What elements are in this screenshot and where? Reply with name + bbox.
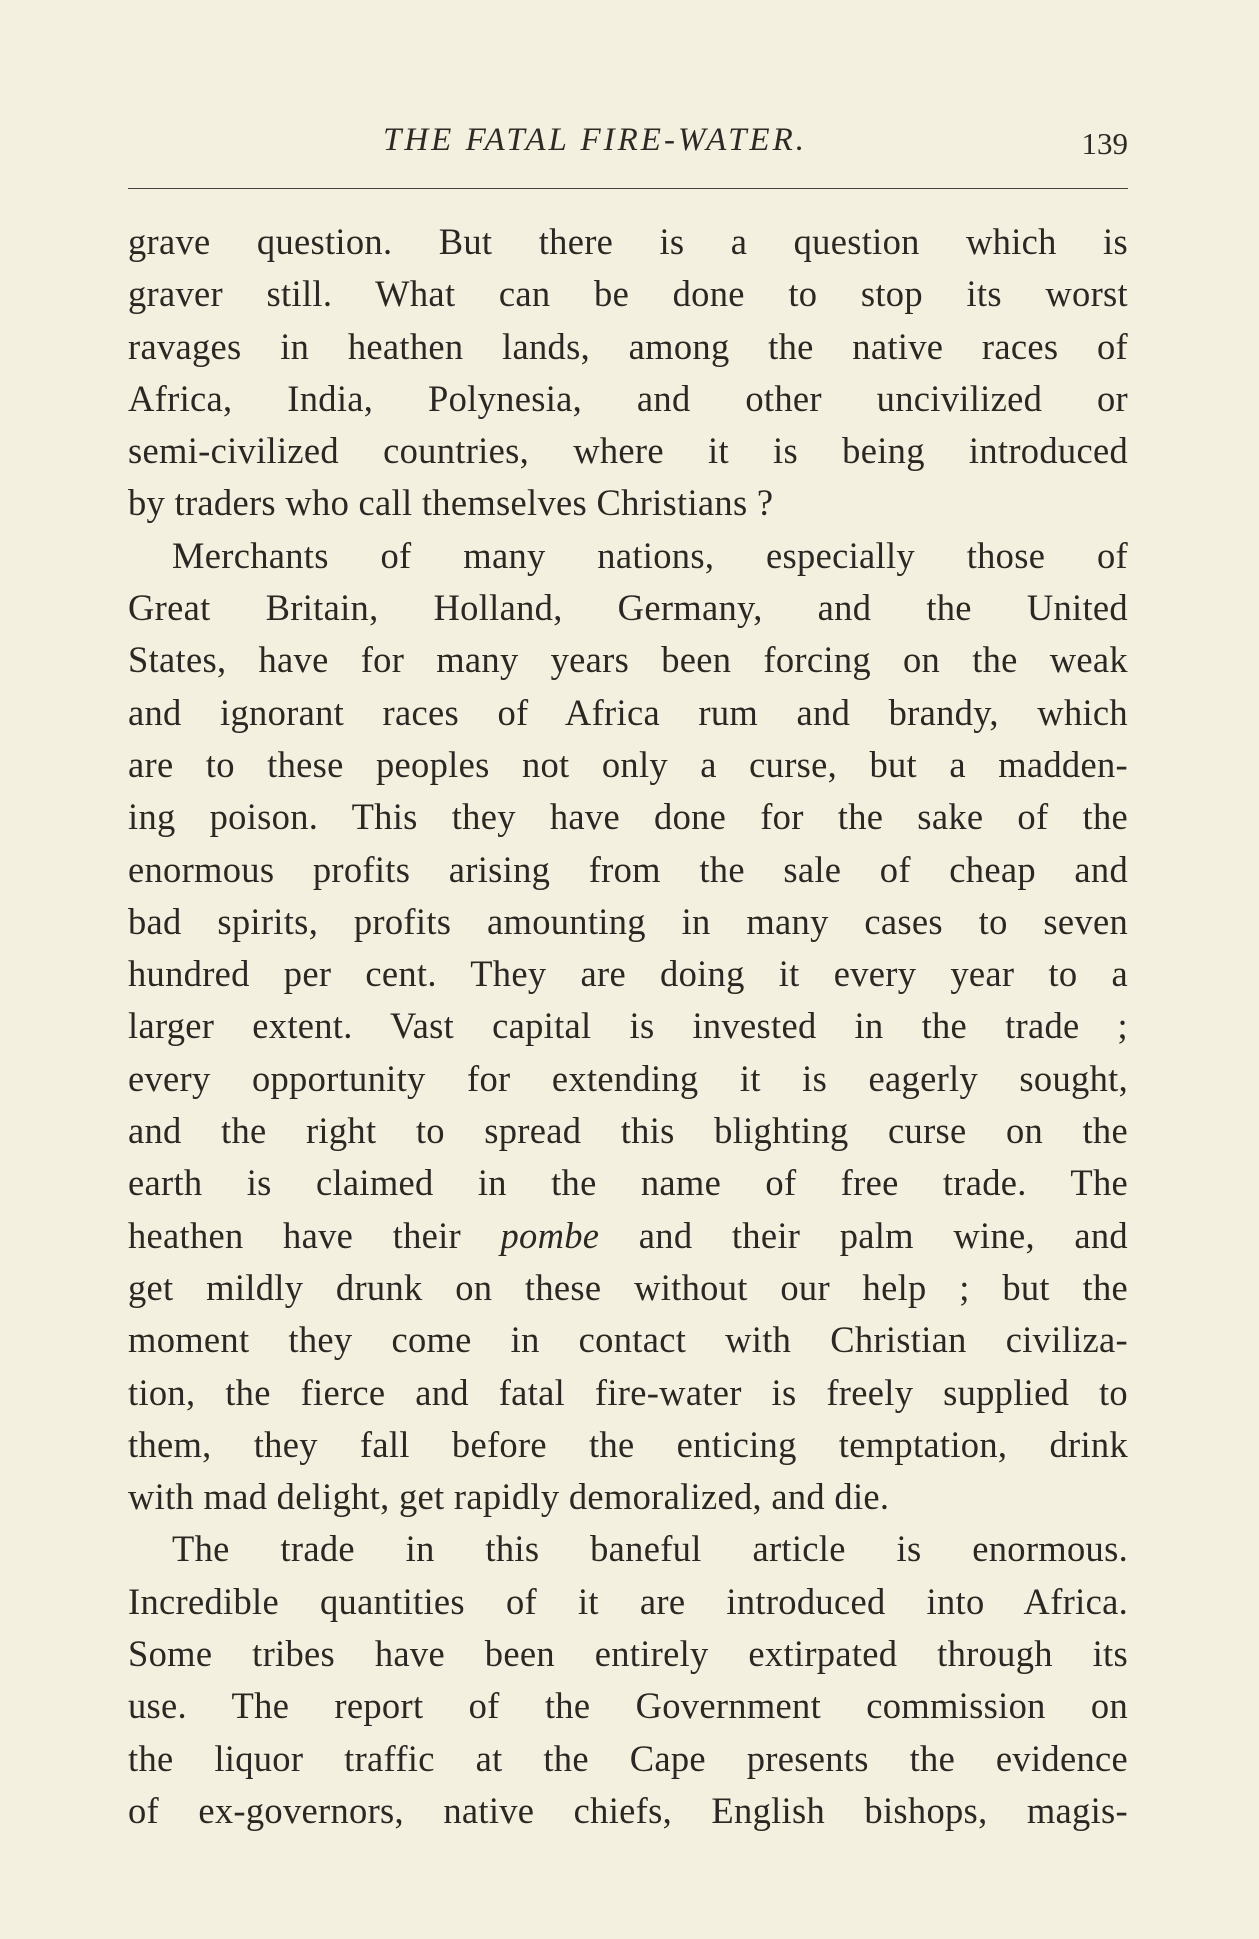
text-line: with mad delight, get rapidly demoralized, and die. — [128, 1476, 890, 1518]
text-line — [128, 1210, 1128, 1262]
text-line: the liquor traffic at the Cape presents the evidence — [128, 1737, 1128, 1779]
text-line: Great Britain, Holland, Germany, and the United — [128, 587, 1128, 629]
text-line: by traders who call themselves Christians ? — [128, 482, 774, 524]
text-line: of ex-governors, native chiefs, English bishops, magis- — [128, 1789, 1128, 1831]
text-line: them, they fall before the enticing temptation, drink — [128, 1423, 1128, 1465]
text-line: bad spirits, profits amounting in many cases to seven — [128, 900, 1128, 942]
text-segment: and their palm wine, and — [599, 1214, 1128, 1256]
body-text — [128, 216, 1128, 1837]
text-line: tion, the fierce and fatal fire-water is freely supplied to — [128, 1371, 1128, 1413]
text-line: use. The report of the Government commission on — [128, 1685, 1128, 1727]
text-line: ravages in heathen lands, among the native races of — [128, 325, 1128, 367]
text-line: enormous profits arising from the sale of cheap and — [128, 848, 1128, 890]
running-title: THE FATAL FIRE-WATER. — [383, 122, 807, 158]
text-line: Africa, India, Polynesia, and other uncivilized or — [128, 377, 1128, 419]
text-line: Merchants of many nations, especially those of — [172, 534, 1128, 576]
text-segment: heathen have their — [128, 1214, 501, 1256]
text-line: every opportunity for extending it is eagerly sought, — [128, 1057, 1128, 1099]
text-line: States, have for many years been forcing on the weak — [128, 639, 1128, 681]
text-line: ing poison. This they have done for the sake of the — [128, 796, 1128, 838]
text-line: graver still. What can be done to stop its worst — [128, 273, 1128, 315]
text-line: and the right to spread this blighting curse on the — [128, 1110, 1128, 1152]
text-line: larger extent. Vast capital is invested in the trade ; — [128, 1005, 1128, 1047]
text-line: semi-civilized countries, where it is being introduced — [128, 430, 1128, 472]
text-line: and ignorant races of Africa rum and brandy, which — [128, 691, 1128, 733]
text-line: earth is claimed in the name of free trade. The — [128, 1162, 1128, 1204]
running-head — [128, 118, 1128, 168]
text-line: The trade in this baneful article is enormous. — [172, 1528, 1128, 1570]
text-line: Incredible quantities of it are introduced into Africa. — [128, 1580, 1128, 1622]
text-line: Some tribes have been entirely extirpated through its — [128, 1633, 1128, 1675]
text-line: get mildly drunk on these without our help ; but the — [128, 1266, 1128, 1308]
italic-term: pombe — [500, 1214, 600, 1256]
text-line: hundred per cent. They are doing it every year to a — [128, 953, 1128, 995]
text-line: are to these peoples not only a curse, but a madden- — [128, 743, 1128, 785]
header-rule — [128, 188, 1128, 189]
text-line: moment they come in contact with Christian civiliza- — [128, 1319, 1128, 1361]
page-number: 139 — [1081, 126, 1128, 161]
text-line: grave question. But there is a question which is — [128, 221, 1128, 262]
